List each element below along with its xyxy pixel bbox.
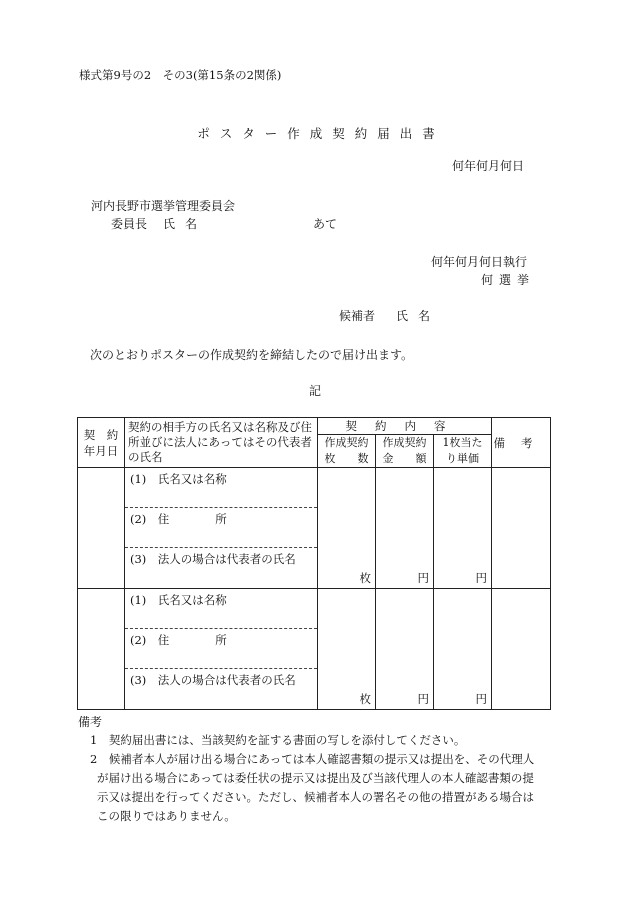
note-item-1: 1 契約届出書には、当該契約を証する書面の写しを添付してください。	[90, 733, 466, 747]
amount-unit: 円	[417, 692, 429, 706]
election-name: 何選挙	[481, 273, 536, 287]
party-address-label: (2) 住 所	[130, 512, 227, 526]
header-amount-line2: 金 額	[382, 452, 427, 465]
count-cell[interactable]	[318, 589, 376, 710]
header-count-line1: 作成契約	[324, 436, 369, 449]
contract-date-cell[interactable]	[78, 589, 125, 710]
ki-heading: 記	[308, 384, 321, 398]
header-amount	[376, 435, 434, 468]
form-number: 様式第9号の2 その3(第15条の2関係)	[79, 68, 282, 82]
header-contract-contents: 契約内容	[318, 418, 492, 435]
notes-heading: 備考	[78, 715, 103, 729]
amount-cell[interactable]	[376, 468, 434, 589]
addressee-name-label: 氏名	[163, 217, 208, 231]
price-unit: 円	[475, 692, 488, 706]
header-contract-date-line2: 年月日	[83, 443, 119, 458]
party-cell[interactable]	[125, 589, 318, 710]
party-rep-line	[125, 669, 317, 709]
party-address-label: (2) 住 所	[130, 633, 227, 647]
price-cell[interactable]	[434, 589, 492, 710]
election-date: 何年何月何日執行	[431, 255, 528, 269]
count-unit: 枚	[359, 692, 371, 706]
remarks-cell[interactable]	[492, 468, 551, 589]
header-unit-price	[434, 435, 492, 468]
party-name-line	[125, 589, 317, 629]
amount-cell[interactable]	[376, 589, 434, 710]
count-unit: 枚	[359, 571, 371, 585]
amount-unit: 円	[417, 571, 429, 585]
header-contract-date	[78, 418, 125, 468]
header-count	[318, 435, 376, 468]
party-name-line	[125, 468, 317, 508]
header-unit-line1: 1枚当た	[442, 436, 483, 449]
header-party: 契約の相手方の氏名又は名称及び住所並びに法人にあってはその代表者の氏名	[125, 418, 318, 468]
note-continuation-2: 示又は提出を行ってください。ただし、候補者本人の署名その他の措置がある場合は	[97, 790, 534, 804]
contract-table	[77, 417, 551, 710]
header-remarks: 備考	[492, 418, 551, 468]
party-address-line	[125, 629, 317, 669]
party-name-label: (1) 氏名又は名称	[130, 472, 227, 486]
note-continuation-3: この限りではありません。	[97, 809, 236, 823]
party-rep-line	[125, 548, 317, 588]
submission-date: 何年何月何日	[452, 159, 525, 173]
price-unit: 円	[475, 571, 488, 585]
header-count-line2: 枚 数	[324, 452, 369, 465]
addressee-position: 委員長	[111, 217, 148, 231]
intro-text: 次のとおりポスターの作成契約を締結したので届け出ます。	[90, 348, 414, 362]
addressee-org: 河内長野市選挙管理委員会	[91, 199, 236, 213]
note-continuation-1: が届け出る場合にあっては委任状の提示又は提出及び当該代理人の本人確認書類の提	[97, 771, 534, 785]
note-item-2: 2 候補者本人が届け出る場合にあっては本人確認書類の提示又は提出を、その代理人	[90, 752, 535, 766]
table-row	[78, 589, 551, 710]
party-name-label: (1) 氏名又は名称	[130, 593, 227, 607]
party-rep-label: (3) 法人の場合は代表者の氏名	[130, 673, 296, 687]
table-row	[78, 468, 551, 589]
party-cell[interactable]	[125, 468, 318, 589]
document-title: ポスター作成契約届出書	[197, 126, 445, 141]
count-cell[interactable]	[318, 468, 376, 589]
party-address-line	[125, 508, 317, 548]
candidate-label: 候補者	[339, 309, 376, 323]
header-contract-date-line1: 契 約	[83, 427, 119, 442]
price-cell[interactable]	[434, 468, 492, 589]
contract-date-cell[interactable]	[78, 468, 125, 589]
header-unit-line2: り単価	[446, 452, 480, 465]
party-rep-label: (3) 法人の場合は代表者の氏名	[130, 552, 296, 566]
candidate-name-label: 氏名	[396, 309, 441, 323]
addressee-ate: あて	[313, 217, 338, 231]
header-amount-line1: 作成契約	[382, 436, 427, 449]
remarks-cell[interactable]	[492, 589, 551, 710]
